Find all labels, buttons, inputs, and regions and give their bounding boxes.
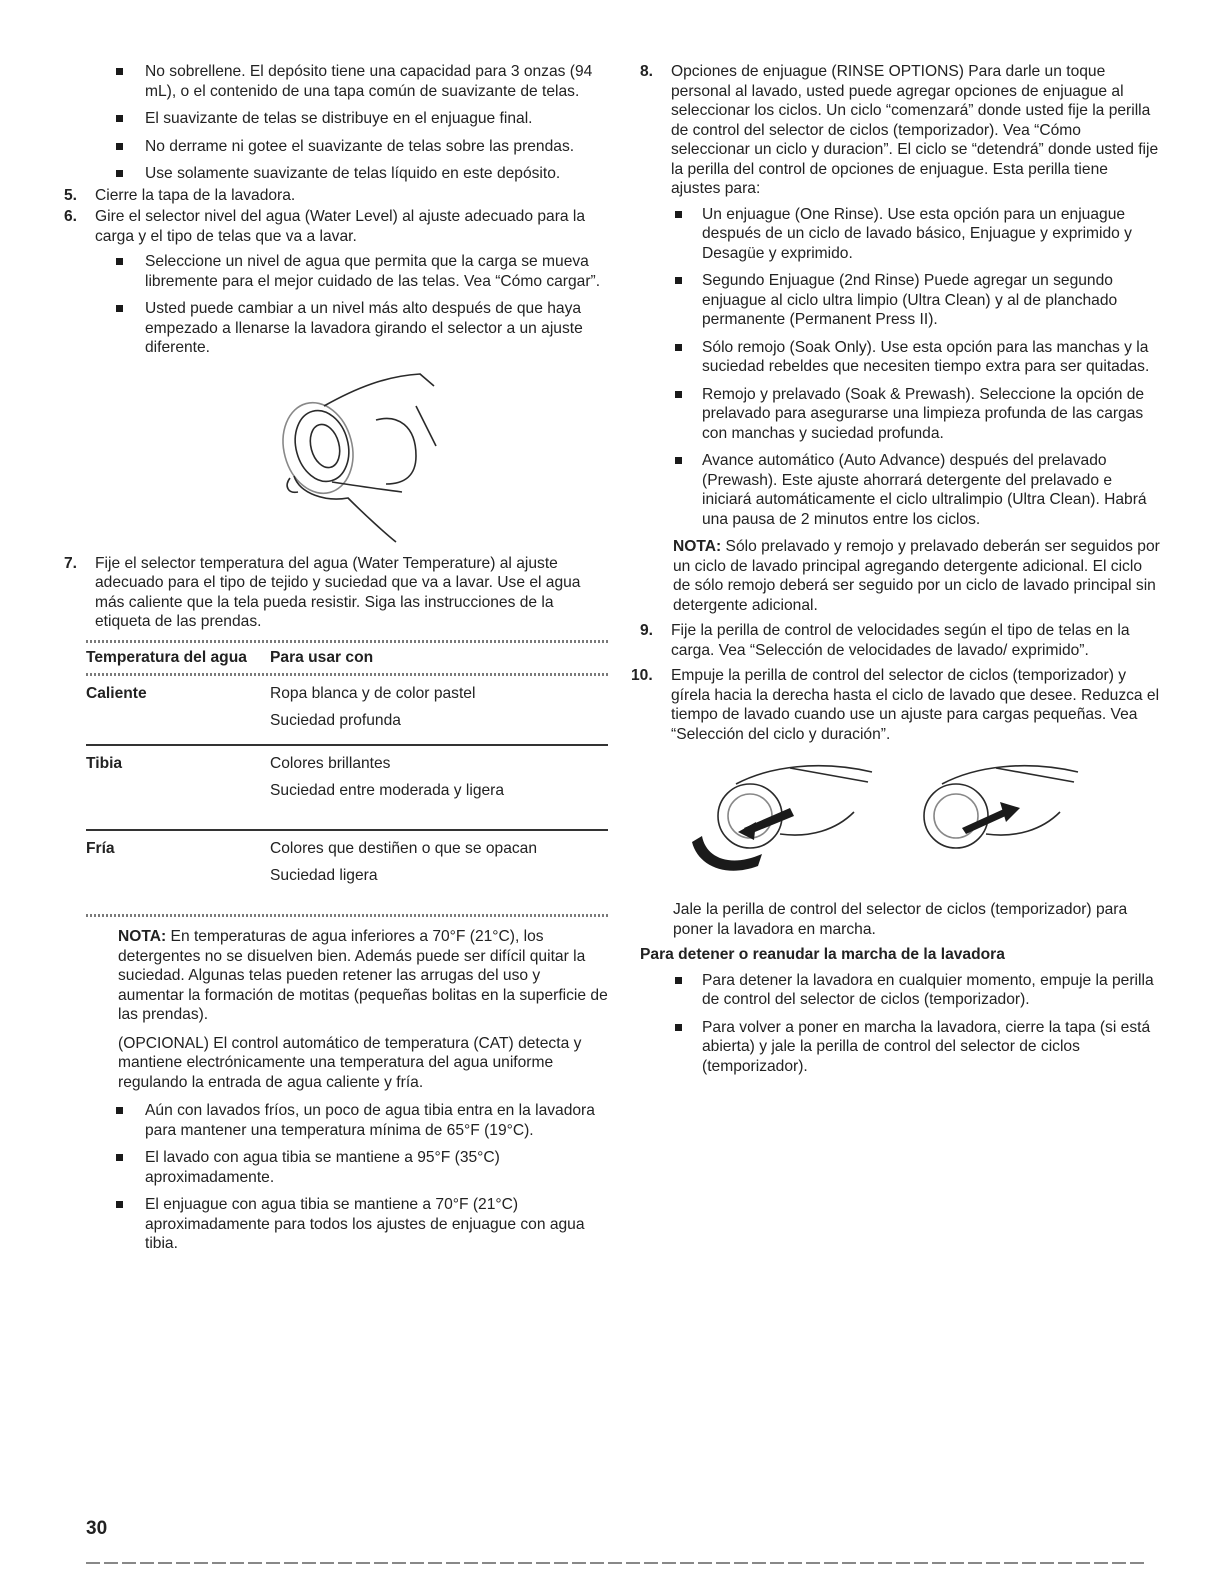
- list-item: [86, 164, 608, 184]
- uses-cell: [270, 684, 608, 737]
- list-item: [86, 62, 608, 101]
- bullet-text: Un enjuague (One Rinse). Use esta opción para un enjuague después de un ciclo de lavado básico, Enjuague y exprimido y Desagüe y exprimido.: [702, 205, 1132, 262]
- step-number: 8.: [640, 63, 654, 80]
- step-number: 6.: [64, 208, 78, 225]
- bullet-icon: [116, 170, 123, 177]
- bullet-text: Sólo remojo (Soak Only). Use esta opción para las manchas y la suciedad rebeldes que necesiten tiempo extra para ser quitadas.: [702, 338, 1150, 375]
- list-item: [86, 1195, 608, 1254]
- bullet-icon: [675, 391, 682, 398]
- bullet-text: El suavizante de telas se distribuye en el enjuague final.: [145, 110, 533, 127]
- step-number: 5.: [64, 186, 78, 204]
- step-number: 10.: [631, 667, 653, 684]
- step-8: [640, 62, 1160, 199]
- bullet-icon: [116, 115, 123, 122]
- step-text: Cierre la tapa de la lavadora.: [95, 186, 296, 204]
- bullet-icon: [116, 1201, 123, 1208]
- uses-cell: [270, 754, 608, 807]
- bullet-text: Remojo y prelavado (Soak & Prewash). Seleccione la opción de prelavado para asegurarse una limpieza profunda de las cargas con manchas y suciedad profunda.: [702, 385, 1145, 442]
- column-header-uses: Para usar con: [270, 648, 374, 666]
- step-text: Fije el selector temperatura del agua (Water Temperature) al ajuste adecuado para el tipo de tejido y suciedad que va a lavar. Use el agua más caliente que la tela pueda resistir. Siga las instrucciones de la etiqueta de las prendas.: [95, 554, 581, 630]
- bullet-text: No derrame ni gotee el suavizante de telas sobre las prendas.: [145, 137, 575, 155]
- bullet-text: Use solamente suavizante de telas líquido en este depósito.: [145, 165, 561, 182]
- step-number: 7.: [64, 554, 78, 572]
- temperature-cell: Fría: [86, 840, 115, 857]
- list-item: [640, 338, 1160, 377]
- left-column: [64, 62, 608, 1262]
- table-row: [86, 746, 608, 829]
- step-number: 9.: [640, 622, 654, 639]
- use-line: Colores brillantes: [270, 755, 391, 772]
- right-column: [631, 62, 1160, 1084]
- bullet-text: No sobrellene. El depósito tiene una capacidad para 3 onzas (94 mL), o el contenido de una tapa común de suavizante de telas.: [145, 63, 593, 100]
- bullet-text: Seleccione un nivel de agua que permita que la carga se mueva libremente para el mejor cuidado de las telas. Vea “Cómo cargar”.: [145, 253, 601, 290]
- use-line: Suciedad profunda: [270, 711, 401, 729]
- table-bottom-border: [86, 914, 608, 917]
- bullet-text: Aún con lavados fríos, un poco de agua tibia entra en la lavadora para mantener una temperatura mínima de 65°F (19°C).: [145, 1102, 595, 1139]
- column-header-temperature: Temperatura del agua: [86, 648, 247, 666]
- rinse-note-paragraph: [640, 537, 1160, 615]
- list-item: [640, 271, 1160, 330]
- note-paragraph: [118, 927, 608, 1025]
- bullet-icon: [675, 1024, 682, 1031]
- bullet-icon: [116, 1107, 123, 1114]
- table-row: [86, 831, 608, 914]
- water-temperature-table: [86, 640, 608, 918]
- bullet-icon: [116, 143, 123, 150]
- list-item: [86, 252, 608, 291]
- list-item: [640, 1018, 1160, 1077]
- uses-cell: [270, 839, 608, 892]
- step-5: [64, 186, 608, 206]
- stop-restart-heading: Para detener o reanudar la marcha de la lavadora: [640, 946, 1005, 963]
- bullet-icon: [116, 258, 123, 265]
- bullet-icon: [116, 1154, 123, 1161]
- list-item: [86, 299, 608, 358]
- bullet-text: Usted puede cambiar a un nivel más alto después de que haya empezado a llenarse la lavadora girando el selector a un ajuste diferente.: [145, 300, 583, 356]
- pull-knob-paragraph: Jale la perilla de control del selector de ciclos (temporizador) para poner la lavadora en marcha.: [673, 901, 1128, 938]
- table-row: [86, 676, 608, 744]
- bullet-text: El enjuague con agua tibia se mantiene a 70°F (21°C) aproximadamente para todos los ajustes de enjuague con agua tibia.: [145, 1196, 585, 1252]
- note-label: NOTA:: [118, 928, 167, 945]
- list-item: [640, 385, 1160, 444]
- step-9: [640, 621, 1160, 660]
- list-item: [86, 109, 608, 129]
- bullet-text: Para volver a poner en marcha la lavadora, cierre la tapa (si está abierta) y jale la perilla de control del selector de ciclos (temporizador).: [702, 1018, 1151, 1075]
- push-and-turn-knob-illustration: [640, 746, 1160, 896]
- bullet-text: Segundo Enjuague (2nd Rinse) Puede agregar un segundo enjuague al ciclo ultra limpio (Ultra Clean) y al de planchado permanente (Permanent Press II).: [702, 272, 1118, 328]
- temperature-cell: Tibia: [86, 755, 123, 772]
- bullet-icon: [675, 211, 682, 218]
- list-item: [86, 137, 608, 157]
- note-block: [86, 927, 608, 1092]
- step-10: [631, 666, 1160, 744]
- page-number: 30: [86, 1518, 108, 1539]
- step-6: [64, 207, 608, 246]
- step-text: Gire el selector nivel del agua (Water Level) al ajuste adecuado para la carga y el tipo de telas que va a lavar.: [95, 208, 586, 245]
- bullet-text: Avance automático (Auto Advance) después del prelavado (Prewash). Este ajuste ahorrará detergente del prelavado e iniciará automáticamente el ciclo ultralimpio (Ultra Clean). Habrá una pausa de 2 minutos entre los ciclos.: [702, 452, 1147, 528]
- step-7: [64, 554, 608, 632]
- list-item: [86, 1148, 608, 1187]
- step-text: Fije la perilla de control de velocidades según el tipo de telas en la carga. Vea “Selección de velocidades de lavado/ exprimido”.: [671, 622, 1130, 659]
- step-text: Empuje la perilla de control del selector de ciclos (temporizador) y gírela hacia la derecha hasta el ciclo de lavado que desee. Reduzca el tiempo de lavado cuando use un ajuste para cargas pequeñas. Vea “Selección del ciclo y duración”.: [671, 667, 1160, 743]
- bullet-icon: [675, 457, 682, 464]
- bullet-icon: [116, 305, 123, 312]
- list-item: [640, 971, 1160, 1010]
- temperature-cell: Caliente: [86, 685, 147, 702]
- bullet-icon: [675, 344, 682, 351]
- step-text: Opciones de enjuague (RINSE OPTIONS) Para darle un toque personal al lavado, usted puede agregar opciones de enjuague al seleccionar los ciclos. Un ciclo “comenzará” donde usted fije la perilla de control del selector de ciclos (temporizador). Vea “Cómo seleccionar un ciclo y duracion”. El ciclo se “detendrá” donde usted fije la perilla del control de opciones de enjuague. Esta perilla tiene ajustes para:: [671, 63, 1159, 197]
- bullet-text: Para detener la lavadora en cualquier momento, empuje la perilla de control del selector de ciclos (temporizador).: [702, 971, 1154, 1008]
- list-item: [86, 1101, 608, 1140]
- bullet-text: El lavado con agua tibia se mantiene a 95°F (35°C) aproximadamente.: [145, 1149, 500, 1186]
- note-text: En temperaturas de agua inferiores a 70°F (21°C), los detergentes no se disuelven bien. Además puede ser difícil quitar la suciedad. Algunas telas pueden retener las arrugas del uso y aumentar la formación de motitas (pequeñas bolitas en la superficie de las prendas).: [118, 928, 608, 1023]
- hand-turning-knob-illustration: [86, 366, 608, 544]
- use-line: Colores que destiñen o que se opacan: [270, 840, 538, 857]
- note-label: NOTA:: [673, 538, 722, 555]
- use-line: Suciedad ligera: [270, 866, 378, 884]
- page-bottom-border: [86, 1562, 1146, 1564]
- note-text: Sólo prelavado y remojo y prelavado deberán ser seguidos por un ciclo de lavado principal agregando detergente adicional. El ciclo de sólo remojo deberá ser seguido por un ciclo de lavado principal sin detergente adicional.: [673, 538, 1160, 614]
- list-item: [640, 205, 1160, 264]
- use-line: Suciedad entre moderada y ligera: [270, 781, 505, 799]
- use-line: Ropa blanca y de color pastel: [270, 685, 476, 702]
- table-header: [86, 643, 608, 674]
- list-item: [640, 451, 1160, 529]
- bullet-icon: [116, 68, 123, 75]
- optional-paragraph: (OPCIONAL) El control automático de temperatura (CAT) detecta y mantiene electrónicamente una temperatura del agua uniforme regulando la entrada de agua caliente y fría.: [118, 1034, 582, 1091]
- bullet-icon: [675, 277, 682, 284]
- bullet-icon: [675, 977, 682, 984]
